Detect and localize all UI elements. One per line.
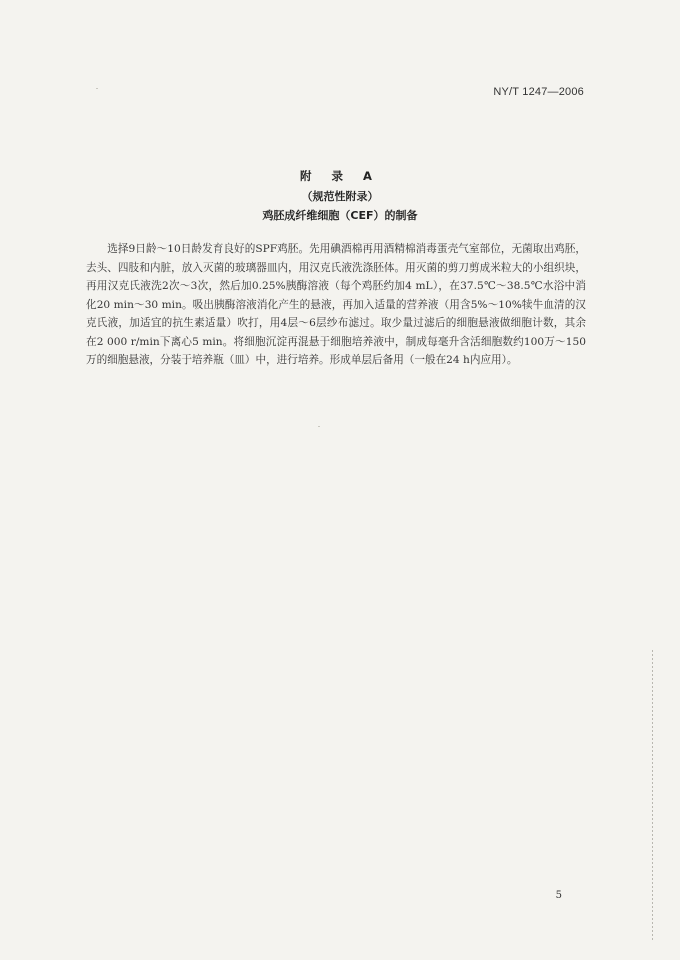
body-paragraph: 选择9日龄～10日龄发育良好的SPF鸡胚。先用碘酒棉再用酒精棉消毒蛋壳气室部位，无菌取出鸡胚，去头、四肢和内脏，放入灭菌的玻璃器皿内，用汉克氏液洗涤胚体。用灭菌的剪刀剪成米粒大的小组织块，再用汉克氏液洗2次～3次，然后加0.25%胰酶溶液（每个鸡胚约加4 mL），在37.5℃～38.5℃水浴中消化20 min～30 min。吸出胰酶溶液消化产生的悬液，再加入适量的营养液（用含5%～10%犊牛血清的汉克氏液，加适宜的抗生素适量）吹打，用4层～6层纱布滤过。取少量过滤后的细胞悬液做细胞计数，其余在2 000 r/min下离心5 min。将细胞沉淀再混悬于细胞培养液中，制成每毫升含活细胞数约100万～150万的细胞悬液，分装于培养瓶（皿）中，进行培养。形成单层后备用（一般在24 h内应用）。 <box>86 243 586 366</box>
annex-type: （规范性附录） <box>301 190 379 203</box>
standard-code: NY/T 1247—2006 <box>493 86 584 98</box>
page-number: 5 <box>555 890 562 901</box>
scan-edge-line <box>652 650 653 940</box>
annex-subject: 鸡胚成纤维细胞（CEF）的制备 <box>262 209 418 222</box>
scan-speck <box>318 426 320 427</box>
scan-speck <box>96 88 98 89</box>
annex-title: 附 录 A <box>300 169 380 183</box>
